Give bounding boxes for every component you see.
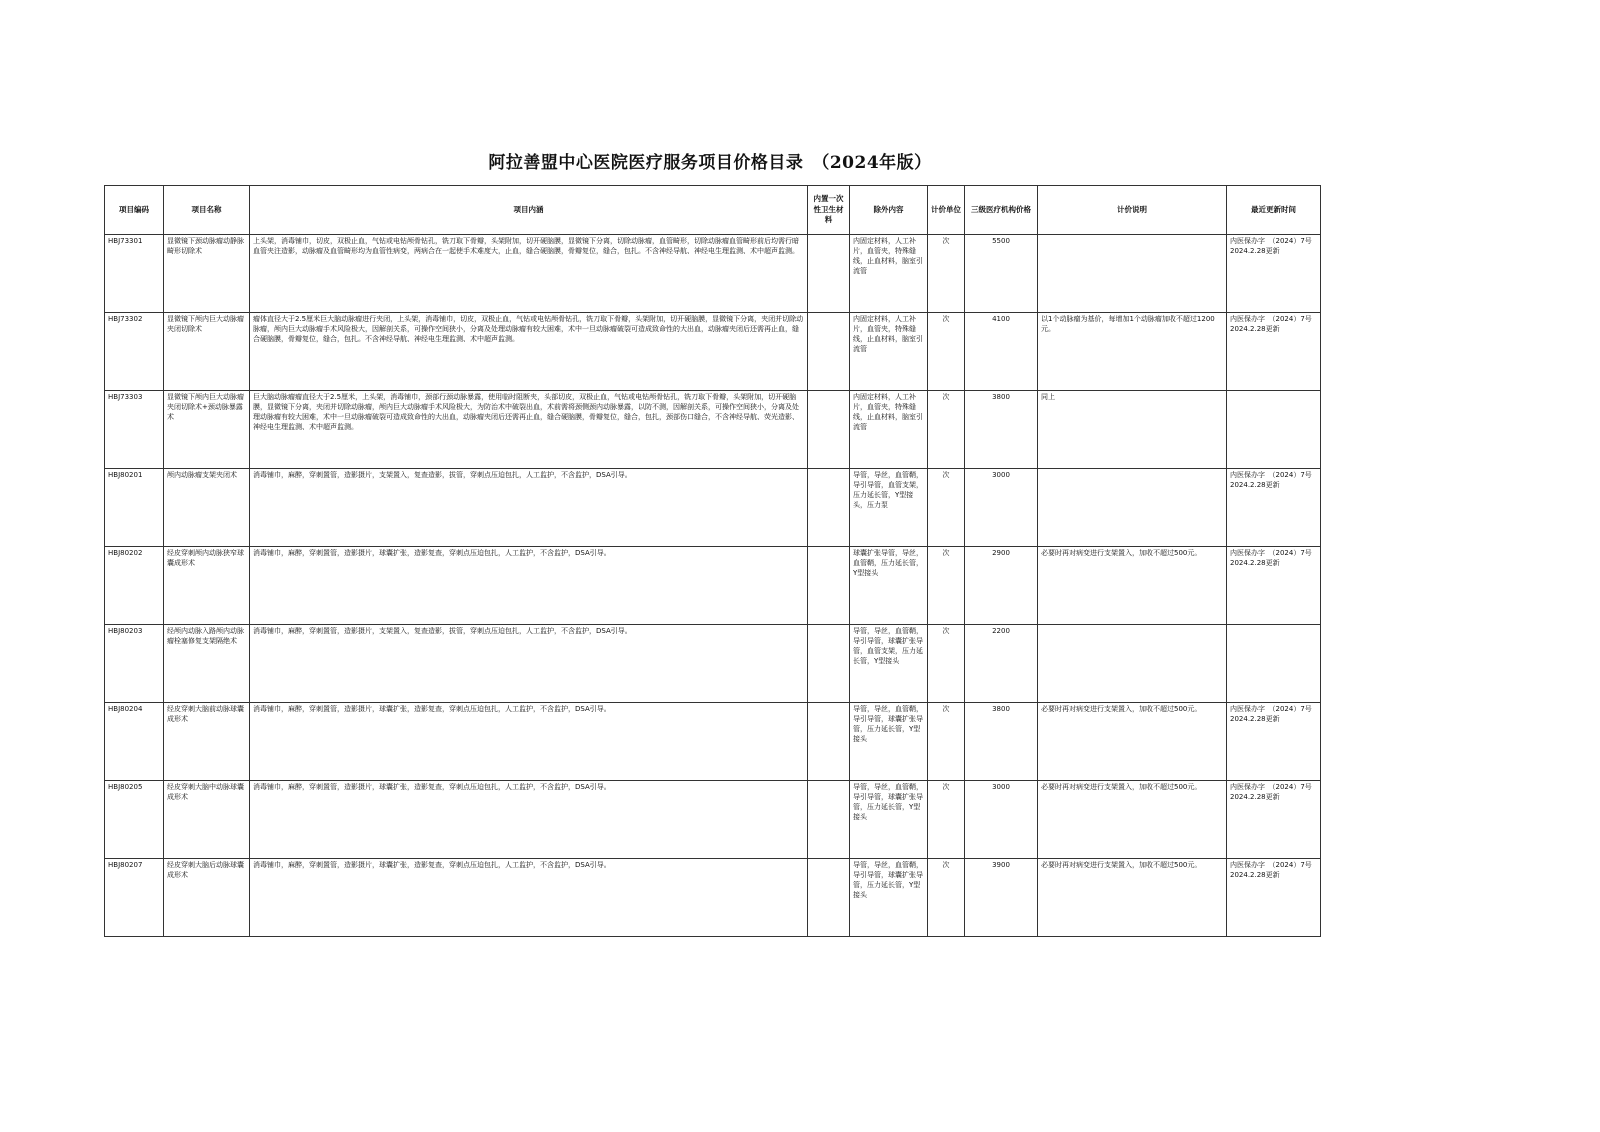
header-price: 三级医疗机构价格 xyxy=(965,186,1038,235)
cell-unit: 次 xyxy=(928,469,965,547)
cell-note: 必要时再对病变进行支架置入，加收不超过500元。 xyxy=(1038,547,1227,625)
cell-note: 以1个动脉瘤为基价，每增加1个动脉瘤加收不超过1200元。 xyxy=(1038,313,1227,391)
cell-content: 瘤体直径大于2.5厘米巨大脑动脉瘤进行夹闭，上头架，消毒铺巾，切皮，双极止血，气钻或电钻颅骨钻孔，铣刀取下骨瓣，头架附加，切开硬脑膜，显微镜下分离，夹闭并切除动脉瘤，颅内巨大动脉瘤手术风险极大，因解剖关系，可操作空间狭小，分离及处理动脉瘤有较大困难，术中一旦动脉瘤破裂可造成致命性的大出血，动脉瘤夹闭后还需再止血，缝合硬脑膜，骨瓣复位，缝合，包扎。不含神经导航、神经电生理监测、术中超声监测。 xyxy=(250,313,808,391)
cell-consumable xyxy=(808,235,850,313)
cell-excluded: 内固定材料，人工补片，血管夹，特殊缝线，止血材料，脑室引流管 xyxy=(850,235,928,313)
cell-excluded: 球囊扩张导管，导丝，血管鞘，压力延长管，Y型接头 xyxy=(850,547,928,625)
header-updated: 最近更新时间 xyxy=(1227,186,1321,235)
cell-excluded: 导管，导丝，血管鞘，导引导管，球囊扩张导管，血管支架，压力延长管，Y型接头 xyxy=(850,625,928,703)
cell-updated xyxy=(1227,625,1321,703)
table-row xyxy=(105,469,1321,547)
cell-content: 上头架，消毒铺巾，切皮，双极止血，气钻或电钻颅骨钻孔，铣刀取下骨瓣，头架附加，切开硬脑膜，显微镜下分离，切除动脉瘤，血管畸形，切除动脉瘤血管畸形前后均需行暗血管夹注造影，动脉瘤及血管畸形均为血管性病变，两病合在一起使手术难度大，止血，缝合硬脑膜，骨瓣复位，缝合，包扎。不含神经导航、神经电生理监测、术中超声监测。 xyxy=(250,235,808,313)
cell-name: 经皮穿刺大脑中动脉球囊成形术 xyxy=(164,781,250,859)
cell-code: HBJ73301 xyxy=(105,235,164,313)
cell-name: 经皮穿刺颅内动脉狭窄球囊成形术 xyxy=(164,547,250,625)
header-unit: 计价单位 xyxy=(928,186,965,235)
header-row xyxy=(105,186,1321,235)
cell-consumable xyxy=(808,625,850,703)
cell-price: 3800 xyxy=(965,391,1038,469)
header-name: 项目名称 xyxy=(164,186,250,235)
table-row xyxy=(105,859,1321,937)
cell-unit: 次 xyxy=(928,313,965,391)
cell-consumable xyxy=(808,781,850,859)
cell-updated: 内医保办字 （2024）7号 2024.2.28更新 xyxy=(1227,235,1321,313)
cell-excluded: 导管，导丝，血管鞘，导引导管，球囊扩张导管，压力延长管，Y型接头 xyxy=(850,703,928,781)
cell-code: HBJ73302 xyxy=(105,313,164,391)
cell-unit: 次 xyxy=(928,235,965,313)
cell-code: HBJ80203 xyxy=(105,625,164,703)
table-row xyxy=(105,781,1321,859)
cell-code: HBJ80202 xyxy=(105,547,164,625)
cell-excluded: 内固定材料，人工补片，血管夹，特殊缝线，止血材料，脑室引流管 xyxy=(850,391,928,469)
header-code: 项目编码 xyxy=(105,186,164,235)
cell-excluded: 导管，导丝，血管鞘，导引导管，血管支架，压力延长管，Y型接头，压力泵 xyxy=(850,469,928,547)
cell-price: 2200 xyxy=(965,625,1038,703)
cell-note: 必要时再对病变进行支架置入，加收不超过500元。 xyxy=(1038,703,1227,781)
cell-content: 消毒铺巾，麻醉，穿刺置管，造影摄片，支架置入，复查造影，拔管，穿刺点压迫包扎，人工监护，不含监护，DSA引导。 xyxy=(250,469,808,547)
cell-price: 3000 xyxy=(965,469,1038,547)
cell-note xyxy=(1038,625,1227,703)
cell-code: HBJ80205 xyxy=(105,781,164,859)
cell-updated: 内医保办字 （2024）7号 2024.2.28更新 xyxy=(1227,547,1321,625)
cell-note: 必要时再对病变进行支架置入，加收不超过500元。 xyxy=(1038,859,1227,937)
cell-price: 5500 xyxy=(965,235,1038,313)
header-excluded: 除外内容 xyxy=(850,186,928,235)
cell-consumable xyxy=(808,859,850,937)
cell-name: 经皮穿刺大脑后动脉球囊成形术 xyxy=(164,859,250,937)
cell-updated: 内医保办字 （2024）7号 2024.2.28更新 xyxy=(1227,313,1321,391)
cell-content: 消毒铺巾，麻醉，穿刺置管，造影摄片，球囊扩张，造影复查，穿刺点压迫包扎，人工监护，不含监护，DSA引导。 xyxy=(250,547,808,625)
cell-updated: 内医保办字 （2024）7号 2024.2.28更新 xyxy=(1227,469,1321,547)
table-row xyxy=(105,235,1321,313)
cell-content: 消毒铺巾，麻醉，穿刺置管，造影摄片，球囊扩张，造影复查，穿刺点压迫包扎，人工监护，不含监护，DSA引导。 xyxy=(250,781,808,859)
cell-note xyxy=(1038,235,1227,313)
cell-unit: 次 xyxy=(928,547,965,625)
price-table xyxy=(104,185,1321,937)
document-title: 阿拉善盟中心医院医疗服务项目价格目录 （2024年版） xyxy=(488,153,932,173)
cell-price: 2900 xyxy=(965,547,1038,625)
cell-code: HBJ80207 xyxy=(105,859,164,937)
table-row xyxy=(105,313,1321,391)
cell-code: HBJ80201 xyxy=(105,469,164,547)
cell-excluded: 导管，导丝，血管鞘，导引导管，球囊扩张导管，压力延长管，Y型接头 xyxy=(850,859,928,937)
cell-content: 消毒铺巾，麻醉，穿刺置管，造影摄片，球囊扩张，造影复查，穿刺点压迫包扎，人工监护，不含监护，DSA引导。 xyxy=(250,703,808,781)
table-row xyxy=(105,547,1321,625)
cell-consumable xyxy=(808,391,850,469)
cell-price: 4100 xyxy=(965,313,1038,391)
cell-updated: 内医保办字 （2024）7号 2024.2.28更新 xyxy=(1227,781,1321,859)
header-note: 计价说明 xyxy=(1038,186,1227,235)
cell-unit: 次 xyxy=(928,625,965,703)
cell-content: 消毒铺巾，麻醉，穿刺置管，造影摄片，球囊扩张，造影复查，穿刺点压迫包扎，人工监护，不含监护，DSA引导。 xyxy=(250,859,808,937)
cell-name: 显微镜下颈动脉瘤动静脉畸形切除术 xyxy=(164,235,250,313)
cell-content: 消毒铺巾，麻醉，穿刺置管，造影摄片，支架置入，复查造影，拔管，穿刺点压迫包扎，人工监护，不含监护，DSA引导。 xyxy=(250,625,808,703)
cell-updated xyxy=(1227,391,1321,469)
cell-unit: 次 xyxy=(928,703,965,781)
table-row xyxy=(105,391,1321,469)
cell-consumable xyxy=(808,313,850,391)
cell-note: 同上 xyxy=(1038,391,1227,469)
cell-consumable xyxy=(808,547,850,625)
cell-consumable xyxy=(808,703,850,781)
cell-excluded: 内固定材料，人工补片，血管夹，特殊缝线，止血材料，脑室引流管 xyxy=(850,313,928,391)
cell-name: 显微镜下颅内巨大动脉瘤夹闭切除术 xyxy=(164,313,250,391)
cell-price: 3000 xyxy=(965,781,1038,859)
cell-name: 显微镜下颅内巨大动脉瘤夹闭切除术+颈动脉暴露术 xyxy=(164,391,250,469)
cell-code: HBJ80204 xyxy=(105,703,164,781)
cell-name: 经皮穿刺大脑前动脉球囊成形术 xyxy=(164,703,250,781)
cell-name: 颅内动脉瘤支架夹闭术 xyxy=(164,469,250,547)
table-row xyxy=(105,703,1321,781)
cell-price: 3800 xyxy=(965,703,1038,781)
header-consumable: 内置一次性卫生材料 xyxy=(808,186,850,235)
header-content: 项目内涵 xyxy=(250,186,808,235)
cell-price: 3900 xyxy=(965,859,1038,937)
cell-code: HBJ73303 xyxy=(105,391,164,469)
cell-note xyxy=(1038,469,1227,547)
cell-unit: 次 xyxy=(928,859,965,937)
cell-updated: 内医保办字 （2024）7号 2024.2.28更新 xyxy=(1227,703,1321,781)
cell-unit: 次 xyxy=(928,781,965,859)
cell-updated: 内医保办字 （2024）7号 2024.2.28更新 xyxy=(1227,859,1321,937)
cell-excluded: 导管，导丝，血管鞘，导引导管，球囊扩张导管，压力延长管，Y型接头 xyxy=(850,781,928,859)
cell-unit: 次 xyxy=(928,391,965,469)
table-row xyxy=(105,625,1321,703)
cell-name: 经颅内动脉入路颅内动脉瘤栓塞修复支架隔绝术 xyxy=(164,625,250,703)
cell-consumable xyxy=(808,469,850,547)
cell-content: 巨大脑动脉瘤瘤直径大于2.5厘米，上头架，消毒铺巾，颈部行颈动脉暴露，使用临时阻断夹，头部切皮，双极止血，气钻或电钻颅骨钻孔，铣刀取下骨瓣，头架附加，切开硬脑膜，显微镜下分离，夹闭并切除动脉瘤，颅内巨大动脉瘤手术风险极大，为防治术中破裂出血，术前需将颈侧颈内动脉暴露，以防不测，因解剖关系，可操作空间狭小，分离及处理动脉瘤有较大困难，术中一旦动脉瘤破裂可造成致命性的大出血，动脉瘤夹闭后还需再止血，缝合硬脑膜，骨瓣复位，缝合，包扎，颈部伤口缝合，不含神经导航、荧光造影、神经电生理监测、术中超声监测。 xyxy=(250,391,808,469)
cell-note: 必要时再对病变进行支架置入，加收不超过500元。 xyxy=(1038,781,1227,859)
